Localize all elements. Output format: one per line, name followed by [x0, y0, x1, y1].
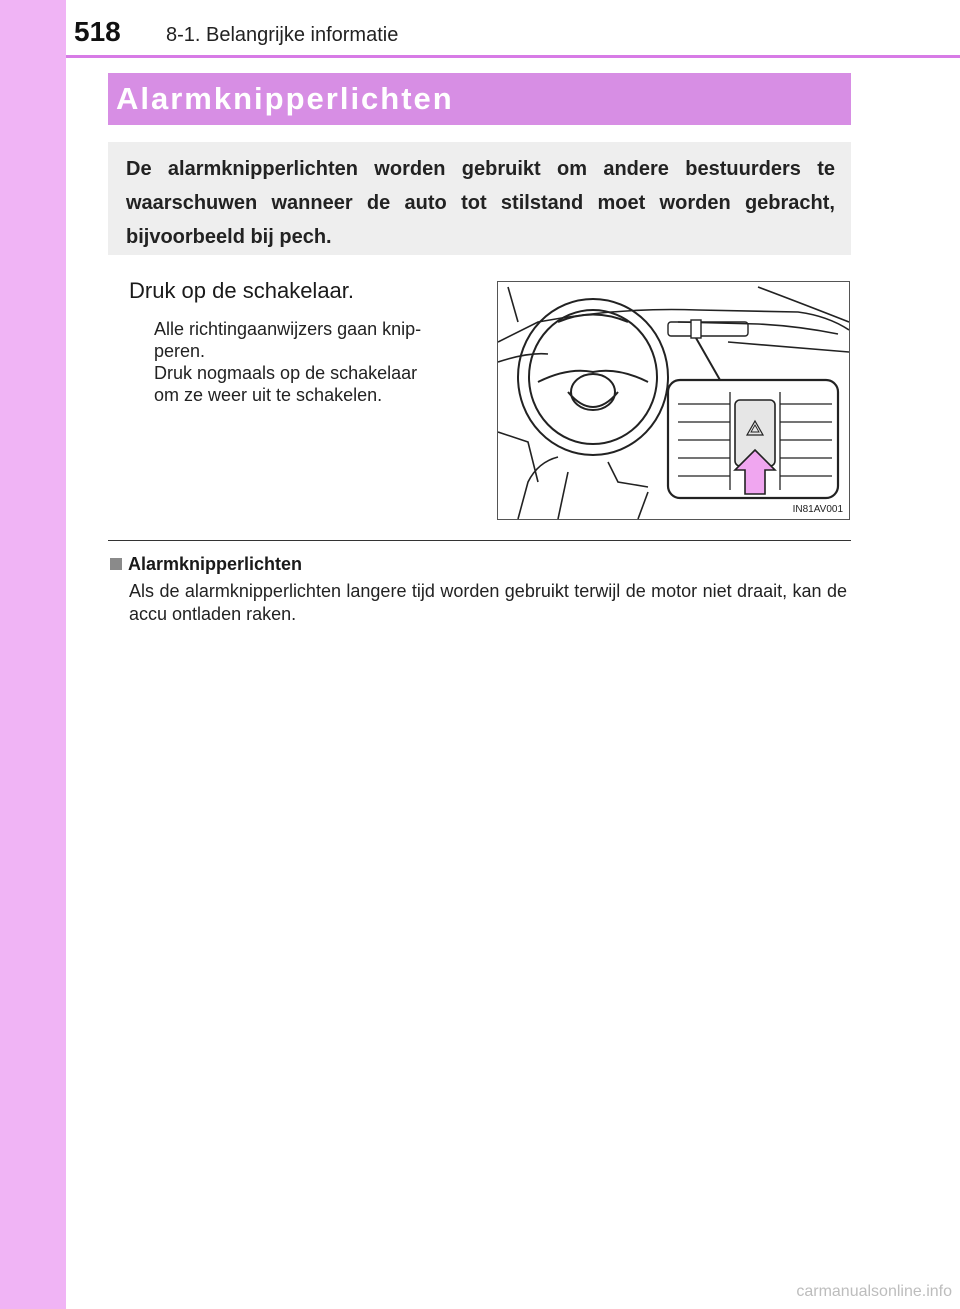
- instruction-step: Druk op de schakelaar.: [129, 278, 355, 303]
- detail-line: Alle richtingaanwijzers gaan knip-: [154, 319, 422, 339]
- intro-box: [108, 142, 851, 255]
- detail-line: peren.: [154, 341, 206, 361]
- callout-pointer: [688, 338, 720, 380]
- steering-wheel: [518, 299, 668, 455]
- section-divider: [108, 540, 851, 541]
- instruction-detail: [154, 318, 464, 406]
- header-rule: [66, 55, 960, 58]
- dashboard-drawing: [498, 282, 849, 519]
- side-band: [0, 0, 66, 1309]
- note-heading-text: Alarmknipperlichten: [128, 554, 303, 574]
- title-bar: [108, 73, 851, 125]
- page-title: Alarmknipperlichten: [116, 81, 454, 116]
- footer-watermark: carmanualsonline.info: [796, 1283, 952, 1300]
- figure-code: IN81AV001: [792, 504, 843, 515]
- intro-text: De alarmknipperlichten worden gebruikt om andere bestuurders te waarschuwen wanneer de auto tot stilstand moet worden gebracht, bijvoorbeeld bij pech.: [126, 158, 835, 248]
- note-heading: [110, 554, 302, 575]
- page-number: 518: [74, 16, 121, 47]
- section-label: 8-1. Belangrijke informatie: [166, 24, 399, 46]
- dashboard-illustration: [497, 281, 850, 520]
- detail-line: om ze weer uit te schakelen.: [154, 385, 383, 405]
- note-body: Als de alarmknipperlichten langere tijd worden gebruikt terwijl de motor niet draait, kan de accu ontladen raken.: [129, 581, 847, 624]
- detail-line: Druk nogmaals op de schakelaar: [154, 363, 418, 383]
- square-bullet-icon: [110, 558, 122, 570]
